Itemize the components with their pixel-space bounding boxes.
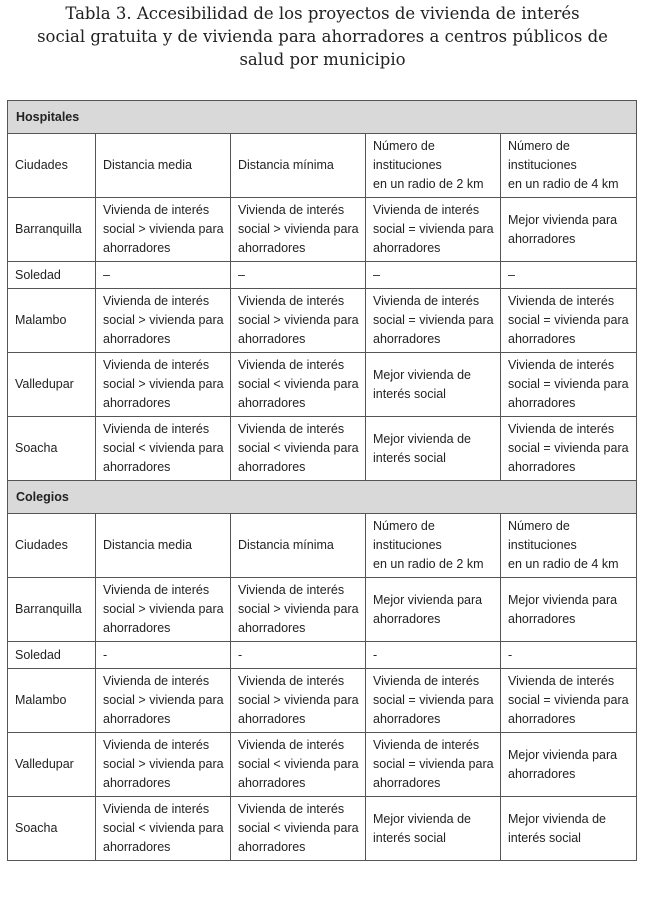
cell-line: social < vivienda para [238, 821, 359, 835]
cell-line: Vivienda de interés [103, 738, 210, 752]
cell-mean-distance [96, 642, 231, 669]
cell-line: social < vivienda para [103, 441, 224, 455]
city-name: Soledad [8, 262, 96, 289]
cell-line: ahorradores [103, 776, 171, 790]
title-line-3: salud por municipio [239, 50, 406, 69]
city-name: Valledupar [8, 353, 96, 417]
cell-line: social < vivienda para [103, 821, 224, 835]
header-radius-4km [501, 134, 637, 198]
column-header-row [8, 134, 637, 198]
cell-min-distance [231, 417, 366, 481]
cell-line: Vivienda de interés [373, 203, 480, 217]
cell-line: Vivienda de interés [238, 802, 345, 816]
cell-line: Vivienda de interés [373, 294, 480, 308]
cell-radius-4km [501, 262, 637, 289]
cell-line: social > vivienda para [238, 313, 359, 327]
cell-line: social > vivienda para [103, 377, 224, 391]
cell-line: Mejor vivienda para [508, 592, 618, 607]
cell-line: social > vivienda para [238, 222, 359, 236]
cell-line: instituciones [373, 158, 442, 172]
cell-line: ahorradores [238, 460, 306, 474]
cell-line: Vivienda de interés [238, 294, 345, 308]
cell-line: ahorradores [508, 712, 576, 726]
cell-line: ahorradores [373, 611, 441, 626]
header-min-distance: Distancia mínima [231, 514, 366, 578]
cell-line: en un radio de 2 km [373, 177, 484, 191]
cell-line: ahorradores [103, 621, 171, 635]
cell-line: Vivienda de interés [103, 203, 210, 217]
cell-line: ahorradores [238, 241, 306, 255]
section-title: Colegios [8, 481, 637, 514]
cell-radius-4km [501, 198, 637, 262]
cell-line: social > vivienda para [103, 222, 224, 236]
cell-min-distance [231, 353, 366, 417]
cell-line: ahorradores [373, 712, 441, 726]
cell-line: interés social [373, 450, 446, 465]
cell-line: - [238, 647, 243, 662]
cell-radius-4km [501, 289, 637, 353]
cell-mean-distance [96, 289, 231, 353]
section-title: Hospitales [8, 101, 637, 134]
cell-line: ahorradores [508, 396, 576, 410]
cell-line: ahorradores [373, 776, 441, 790]
cell-line: Vivienda de interés [238, 583, 345, 597]
section-header-row [8, 101, 637, 134]
city-name: Barranquilla [8, 198, 96, 262]
cell-line: Número de [373, 139, 435, 153]
cell-line: social > vivienda para [103, 693, 224, 707]
cell-line: social = vivienda para [508, 313, 629, 327]
cell-line: ahorradores [103, 460, 171, 474]
cell-line: ahorradores [508, 231, 576, 246]
cell-line: Número de [508, 519, 570, 533]
cell-line: social = vivienda para [508, 693, 629, 707]
cell-line: ahorradores [103, 840, 171, 854]
cell-line: interés social [508, 830, 581, 845]
cell-line: Vivienda de interés [373, 674, 480, 688]
cell-line: Vivienda de interés [103, 583, 210, 597]
header-radius-2km [366, 514, 501, 578]
table-row [8, 289, 637, 353]
cell-line: – [103, 267, 110, 282]
cell-line: Vivienda de interés [373, 738, 480, 752]
cell-mean-distance [96, 262, 231, 289]
city-name: Valledupar [8, 733, 96, 797]
cell-line: ahorradores [508, 611, 576, 626]
header-min-distance: Distancia mínima [231, 134, 366, 198]
cell-line: ahorradores [103, 712, 171, 726]
cell-line: interés social [373, 830, 446, 845]
cell-line: Vivienda de interés [238, 358, 345, 372]
city-name: Malambo [8, 289, 96, 353]
header-radius-2km [366, 134, 501, 198]
cell-mean-distance [96, 198, 231, 262]
cell-line: social = vivienda para [508, 441, 629, 455]
cell-line: social < vivienda para [238, 441, 359, 455]
cell-min-distance [231, 198, 366, 262]
cell-line: ahorradores [103, 332, 171, 346]
cell-line: Vivienda de interés [508, 422, 615, 436]
cell-radius-4km [501, 669, 637, 733]
cell-line: – [238, 267, 245, 282]
cell-radius-2km [366, 797, 501, 861]
cell-line: Vivienda de interés [238, 422, 345, 436]
city-name: Malambo [8, 669, 96, 733]
table-row [8, 797, 637, 861]
cell-min-distance [231, 289, 366, 353]
cell-mean-distance [96, 669, 231, 733]
cell-line: social = vivienda para [373, 222, 494, 236]
cell-radius-4km [501, 733, 637, 797]
cell-line: ahorradores [238, 840, 306, 854]
table-row [8, 417, 637, 481]
cell-radius-2km [366, 289, 501, 353]
cell-line: Vivienda de interés [103, 802, 210, 816]
title-line-2: social gratuita y de vivienda para ahorradores a centros públicos de [37, 27, 608, 46]
table-title [0, 2, 645, 71]
cell-line: – [508, 267, 515, 282]
cell-line: Vivienda de interés [238, 203, 345, 217]
cell-line: Mejor vivienda para [508, 212, 618, 227]
cell-line: social > vivienda para [103, 757, 224, 771]
cell-min-distance [231, 797, 366, 861]
cell-line: – [373, 267, 380, 282]
cell-line: Vivienda de interés [103, 358, 210, 372]
cell-line: social = vivienda para [373, 313, 494, 327]
cell-line: en un radio de 4 km [508, 177, 619, 191]
cell-radius-2km [366, 669, 501, 733]
cell-line: Vivienda de interés [508, 294, 615, 308]
accessibility-table [7, 100, 637, 861]
cell-mean-distance [96, 733, 231, 797]
cell-mean-distance [96, 417, 231, 481]
cell-line: Número de [373, 519, 435, 533]
cell-line: social > vivienda para [103, 602, 224, 616]
table-row [8, 733, 637, 797]
header-radius-4km [501, 514, 637, 578]
cell-line: ahorradores [508, 766, 576, 781]
cell-line: Mejor vivienda de [373, 367, 471, 382]
cell-line: ahorradores [238, 332, 306, 346]
cell-min-distance [231, 262, 366, 289]
cell-line: en un radio de 2 km [373, 557, 484, 571]
city-name: Soacha [8, 797, 96, 861]
cell-mean-distance [96, 797, 231, 861]
cell-line: - [508, 647, 513, 662]
cell-line: Mejor vivienda para [373, 592, 483, 607]
cell-line: ahorradores [238, 396, 306, 410]
cell-line: social = vivienda para [508, 377, 629, 391]
cell-min-distance [231, 669, 366, 733]
cell-line: Número de [508, 139, 570, 153]
cell-line: Vivienda de interés [103, 422, 210, 436]
cell-line: Mejor vivienda de [373, 811, 471, 826]
header-mean-distance: Distancia media [96, 514, 231, 578]
cell-radius-2km [366, 578, 501, 642]
table-row [8, 578, 637, 642]
cell-line: ahorradores [103, 241, 171, 255]
cell-line: instituciones [508, 158, 577, 172]
cell-radius-4km [501, 578, 637, 642]
cell-line: Vivienda de interés [508, 674, 615, 688]
cell-line: en un radio de 4 km [508, 557, 619, 571]
cell-line: instituciones [508, 538, 577, 552]
header-city: Ciudades [8, 514, 96, 578]
cell-radius-4km [501, 642, 637, 669]
cell-min-distance [231, 642, 366, 669]
cell-line: Mejor vivienda de [373, 431, 471, 446]
cell-line: social < vivienda para [238, 757, 359, 771]
cell-line: interés social [373, 386, 446, 401]
cell-radius-2km [366, 262, 501, 289]
cell-line: instituciones [373, 538, 442, 552]
title-line-1: Tabla 3. Accesibilidad de los proyectos de vivienda de interés [65, 4, 580, 23]
cell-radius-2km [366, 733, 501, 797]
cell-line: social > vivienda para [103, 313, 224, 327]
table-row [8, 353, 637, 417]
cell-line: Vivienda de interés [103, 294, 210, 308]
column-header-row [8, 514, 637, 578]
cell-line: Mejor vivienda de [508, 811, 606, 826]
cell-radius-2km [366, 417, 501, 481]
cell-radius-4km [501, 797, 637, 861]
cell-line: ahorradores [238, 621, 306, 635]
cell-radius-2km [366, 642, 501, 669]
header-city: Ciudades [8, 134, 96, 198]
cell-line: Mejor vivienda para [508, 747, 618, 762]
table-row [8, 262, 637, 289]
cell-line: Vivienda de interés [508, 358, 615, 372]
table-row [8, 198, 637, 262]
cell-line: - [373, 647, 378, 662]
cell-min-distance [231, 578, 366, 642]
cell-mean-distance [96, 578, 231, 642]
cell-line: social > vivienda para [238, 602, 359, 616]
cell-mean-distance [96, 353, 231, 417]
cell-line: social < vivienda para [238, 377, 359, 391]
cell-line: - [103, 647, 108, 662]
cell-line: ahorradores [238, 712, 306, 726]
cell-line: ahorradores [508, 460, 576, 474]
cell-line: ahorradores [373, 332, 441, 346]
cell-radius-4km [501, 353, 637, 417]
cell-line: Vivienda de interés [238, 738, 345, 752]
table-row [8, 669, 637, 733]
cell-line: ahorradores [508, 332, 576, 346]
cell-line: Vivienda de interés [238, 674, 345, 688]
city-name: Soacha [8, 417, 96, 481]
cell-line: Vivienda de interés [103, 674, 210, 688]
cell-radius-4km [501, 417, 637, 481]
cell-radius-2km [366, 353, 501, 417]
cell-line: ahorradores [238, 776, 306, 790]
table-row [8, 642, 637, 669]
cell-min-distance [231, 733, 366, 797]
cell-line: social > vivienda para [238, 693, 359, 707]
city-name: Soledad [8, 642, 96, 669]
cell-line: social = vivienda para [373, 757, 494, 771]
city-name: Barranquilla [8, 578, 96, 642]
header-mean-distance: Distancia media [96, 134, 231, 198]
cell-line: ahorradores [373, 241, 441, 255]
cell-line: social = vivienda para [373, 693, 494, 707]
section-header-row [8, 481, 637, 514]
cell-radius-2km [366, 198, 501, 262]
cell-line: ahorradores [103, 396, 171, 410]
